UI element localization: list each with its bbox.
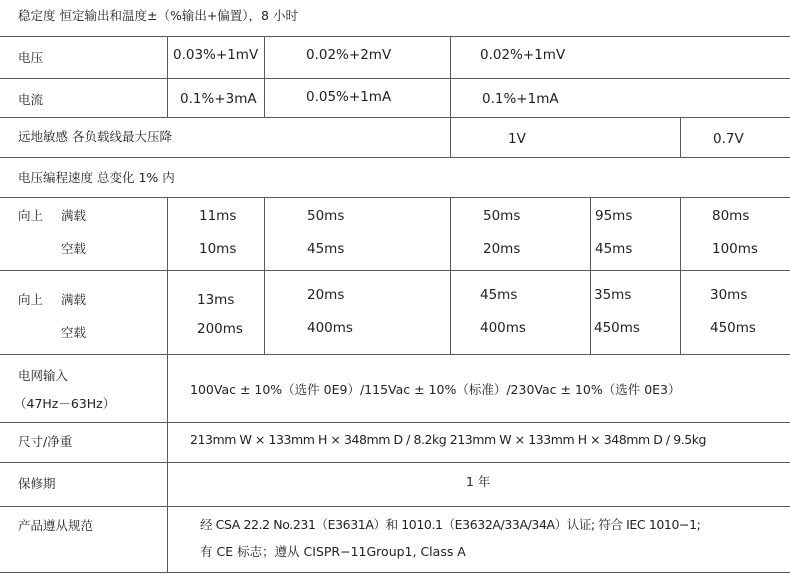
compliance-line2: 有 CE 标志；遵从 CISPR−11Group1, Class A: [200, 544, 466, 559]
col-divider: [590, 197, 591, 354]
current-value: 0.05%+1mA: [306, 89, 392, 105]
stability-label: 稳定度 恒定输出和温度±（%输出+偏置），8 小时: [18, 8, 298, 23]
col-divider: [167, 354, 168, 572]
row-divider: [0, 572, 790, 573]
programming-speed-label: 电压编程速度 总变化 1% 内: [18, 170, 175, 185]
remote-sense-value: 1V: [508, 131, 526, 147]
speed-value: 20ms: [483, 241, 521, 257]
voltage-label: 电压: [18, 50, 44, 65]
col-divider: [167, 36, 168, 117]
ac-input-label: 电网输入: [18, 368, 69, 383]
col-divider: [450, 36, 451, 117]
voltage-value: 0.02%+2mV: [306, 47, 392, 63]
speed-value: 200ms: [197, 321, 243, 337]
warranty-label: 保修期: [18, 476, 56, 491]
speed-value: 13ms: [197, 292, 235, 308]
col-divider: [264, 36, 265, 117]
ac-input-range: （47Hz－63Hz）: [14, 396, 116, 411]
row-divider: [0, 197, 790, 198]
row-divider: [0, 36, 790, 37]
speed-value: 50ms: [483, 208, 521, 224]
row-divider: [0, 157, 790, 158]
current-value: 0.1%+1mA: [482, 91, 559, 107]
speed-value: 20ms: [307, 287, 345, 303]
row-divider: [0, 78, 790, 79]
current-label: 电流: [18, 92, 44, 107]
voltage-value: 0.02%+1mV: [480, 47, 566, 63]
row-divider: [0, 354, 790, 355]
warranty-value: 1 年: [466, 474, 491, 489]
no-load-label: 空载: [61, 325, 87, 340]
speed-value: 50ms: [307, 208, 345, 224]
row-divider: [0, 506, 790, 507]
speed-value: 10ms: [199, 241, 237, 257]
col-divider: [264, 197, 265, 354]
speed-value: 450ms: [594, 320, 640, 336]
speed-value: 400ms: [307, 320, 353, 336]
compliance-line1: 经 CSA 22.2 No.231（E3631A）和 1010.1（E3632A/33A/34A）认证; 符合 IEC 1010−1;: [200, 517, 701, 532]
current-value: 0.1%+3mA: [180, 91, 257, 107]
no-load-label: 空载: [61, 241, 87, 256]
remote-sense-value: 0.7V: [713, 131, 744, 147]
ac-input-value: 100Vac ± 10%（选件 0E9）/115Vac ± 10%（标准）/230Vac ± 10%（选件 0E3）: [190, 382, 681, 397]
speed-value: 45ms: [595, 241, 633, 257]
speed-value: 35ms: [594, 287, 632, 303]
full-load-label: 满载: [61, 208, 87, 223]
col-divider: [680, 197, 681, 354]
row-divider: [0, 117, 790, 118]
compliance-label: 产品遵从规范: [18, 518, 94, 533]
col-divider: [680, 117, 681, 157]
speed-value: 45ms: [307, 241, 345, 257]
speed-value: 30ms: [710, 287, 748, 303]
full-load-label: 满载: [61, 292, 87, 307]
speed-value: 100ms: [712, 241, 758, 257]
voltage-value: 0.03%+1mV: [173, 47, 259, 63]
speed-value: 80ms: [712, 208, 750, 224]
speed-value: 400ms: [480, 320, 526, 336]
col-divider: [450, 117, 451, 157]
speed-value: 450ms: [710, 320, 756, 336]
row-divider: [0, 270, 790, 271]
speed-value: 95ms: [595, 208, 633, 224]
row-divider: [0, 422, 790, 423]
speed-value: 45ms: [480, 287, 518, 303]
speed-value: 11ms: [199, 208, 237, 224]
col-divider: [167, 197, 168, 354]
col-divider: [450, 197, 451, 354]
direction-label: 向上: [18, 292, 44, 307]
remote-sense-label: 远地敏感 各负载线最大压降: [18, 129, 172, 144]
row-divider: [0, 462, 790, 463]
size-weight-value: 213mm W × 133mm H × 348mm D / 8.2kg 213mm W × 133mm H × 348mm D / 9.5kg: [190, 432, 707, 447]
size-weight-label: 尺寸/净重: [18, 434, 73, 449]
direction-label: 向上: [18, 208, 44, 223]
